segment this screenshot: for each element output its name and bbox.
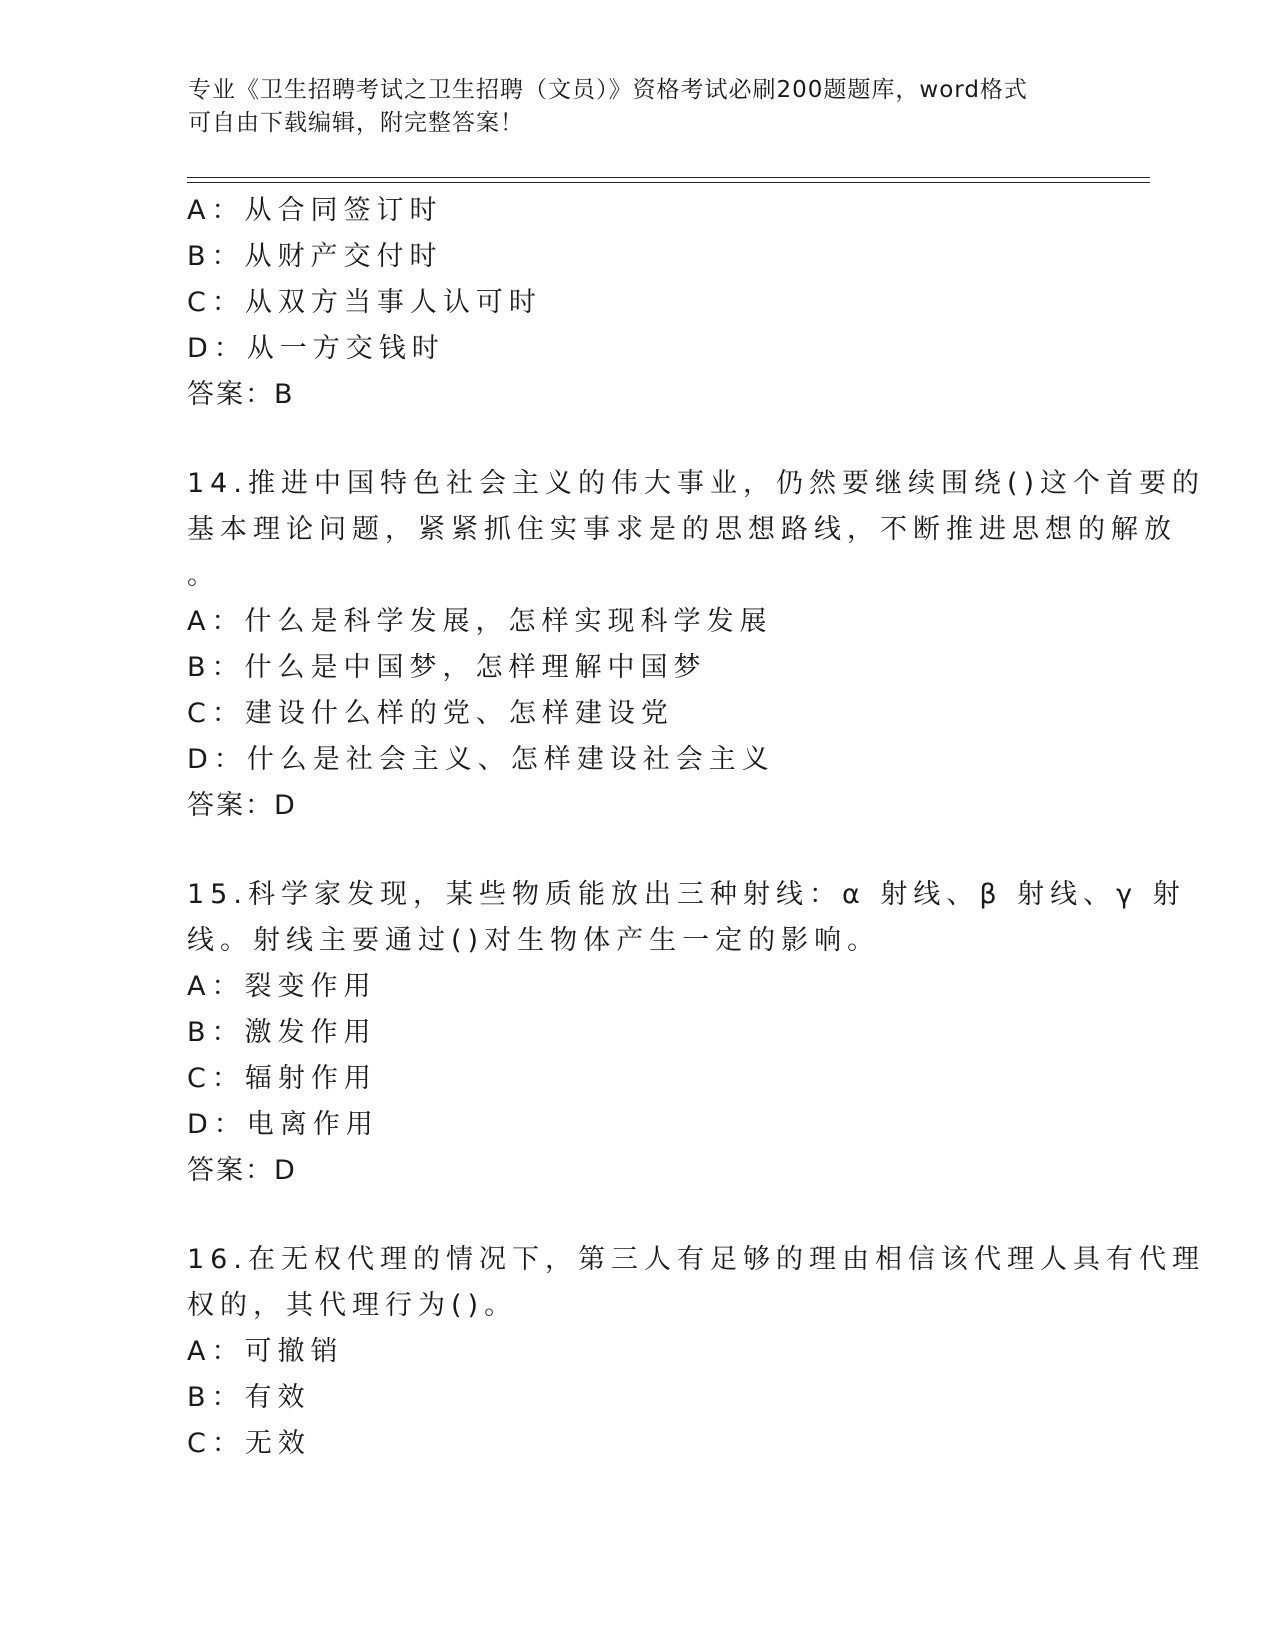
header-divider-top [187,177,1150,178]
answer: 答案：D [187,790,297,821]
spacer [187,829,1087,872]
question-stem-line: 15.科学家发现，某些物质能放出三种射线：α 射线、β 射线、γ 射 [187,879,1186,910]
question-13 [187,188,1087,418]
question-stem-line: 权的，其代理行为()。 [187,1290,518,1321]
spacer [187,418,1087,461]
header-line-2: 可自由下载编辑，附完整答案！ [188,110,524,136]
question-stem-line: 14.推进中国特色社会主义的伟大事业，仍然要继续围绕()这个首要的 [187,468,1206,499]
header-divider-bottom [187,182,1150,183]
option-b: B：从财产交付时 [187,241,443,272]
option-d: D：什么是社会主义、怎样建设社会主义 [187,744,775,775]
option-b: B：激发作用 [187,1017,377,1048]
answer: 答案：D [187,1155,297,1186]
option-a: A：从合同签订时 [187,195,443,226]
document-header [188,74,1068,140]
option-a: A：什么是科学发展，怎样实现科学发展 [187,606,773,637]
header-line-1: 专业《卫生招聘考试之卫生招聘（文员）》资格考试必刷200题题库，word格式 [188,77,1028,103]
option-c: C：辐射作用 [187,1063,377,1094]
question-15 [187,872,1186,1194]
question-16 [187,1237,1205,1467]
option-b: B：有效 [187,1382,311,1413]
question-list [187,188,1206,1467]
question-stem-line: 。 [187,560,220,591]
option-c: C：无效 [187,1428,311,1459]
option-d: D：电离作用 [187,1109,379,1140]
question-stem-line: 基本理论问题，紧紧抓住实事求是的思想路线，不断推进思想的解放 [187,514,1177,545]
spacer [187,1194,1087,1237]
option-b: B：什么是中国梦，怎样理解中国梦 [187,652,707,683]
answer: 答案：B [187,379,295,410]
option-d: D：从一方交钱时 [187,333,445,364]
option-a: A：可撤销 [187,1336,344,1367]
question-stem-line: 线。射线主要通过()对生物体产生一定的影响。 [187,925,881,956]
option-c: C：建设什么样的党、怎样建设党 [187,698,674,729]
question-14 [187,461,1206,829]
question-stem-line: 16.在无权代理的情况下，第三人有足够的理由相信该代理人具有代理 [187,1244,1205,1275]
option-c: C：从双方当事人认可时 [187,287,542,318]
option-a: A：裂变作用 [187,971,377,1002]
